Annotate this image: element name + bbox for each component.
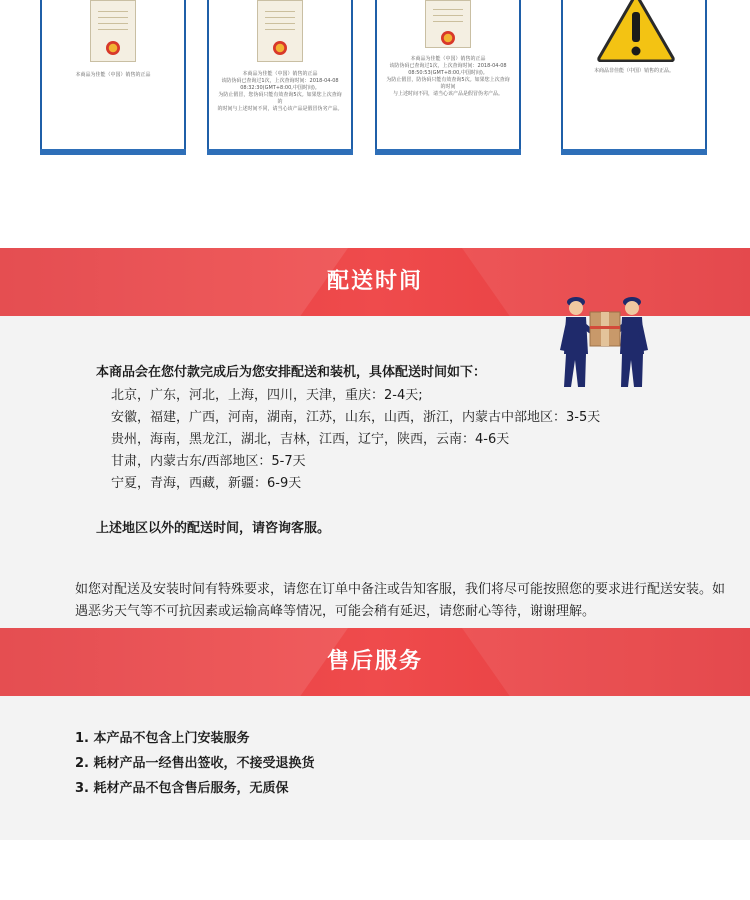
delivery-footer: 上述地区以外的配送时间，请咨询客服。 bbox=[96, 521, 331, 536]
delivery-header-band bbox=[0, 248, 750, 316]
after-sales-item: 1. 本产品不包含上门安装服务 bbox=[75, 731, 250, 746]
certificate-cards bbox=[0, 0, 750, 160]
certificate-image bbox=[425, 0, 471, 48]
certificate-card-query-2 bbox=[375, 0, 521, 155]
seal-icon bbox=[441, 31, 455, 45]
delivery-headline: 本商品会在您付款完成后为您安排配送和装机，具体配送时间如下： bbox=[96, 365, 487, 380]
card-caption: 本商品为佳能（中国）销售的正品 该防伪码已查询过1次，上次查询时间：2018-04-08 08:32:30(GMT+8:00,中国时间)。 为防止假冒，您伪码只能有效查询5次。如果您上次查询的 的时间与上述时间不同，请当心该产品是假冒伪劣产品。 bbox=[217, 71, 343, 112]
delivery-region-row: 贵州，海南，黑龙江，湖北，吉林，江西，辽宁，陕西，云南：4-6天 bbox=[111, 432, 510, 447]
delivery-note: 如您对配送及安装时间有特殊要求，请您在订单中备注或告知客服，我们将尽可能按照您的要求进行配送安装。如遇恶劣天气等不可抗因素或运输高峰等情况，可能会稍有延迟，请您耐心等待，谢谢理解。 bbox=[75, 582, 726, 619]
certificate-image bbox=[90, 0, 136, 62]
delivery-title: 配送时间 bbox=[326, 269, 423, 294]
certificate-card-query-1 bbox=[207, 0, 353, 155]
delivery-region-row: 北京，广东，河北，上海，四川，天津，重庆：2-4天; bbox=[111, 388, 423, 403]
seal-icon bbox=[273, 41, 287, 55]
delivery-region-row: 安徽，福建，广西，河南，湖南，江苏，山东，山西，浙江，内蒙古中部地区：3-5天 bbox=[111, 410, 601, 425]
certificate-image bbox=[257, 0, 303, 62]
seal-icon bbox=[106, 41, 120, 55]
card-caption: 本商品非佳能（中国）销售的正品。 bbox=[593, 68, 674, 74]
delivery-region-row: 甘肃，内蒙古东/西部地区：5-7天 bbox=[111, 454, 306, 469]
after-sales-title: 售后服务 bbox=[326, 649, 423, 674]
delivery-region-row: 宁夏，青海，西藏，新疆：6-9天 bbox=[111, 476, 302, 491]
certificate-card-fake bbox=[561, 0, 707, 155]
card-caption: 本商品为佳能（中国）销售的正品 bbox=[75, 72, 151, 78]
certificate-card-genuine bbox=[40, 0, 186, 155]
warning-icon bbox=[597, 0, 675, 62]
card-caption: 本商品为佳能（中国）销售的正品 该防伪码已查询过1次，上次查询时间：2018-04-08 08:50:53(GMT+8:00,中国时间)。 为防止假冒，防伪码只能有效查询5次。如果您上次查询的时间 与上述时间不同，请当心该产品是假冒伪劣产品。 bbox=[386, 56, 510, 97]
after-sales-item: 3. 耗材产品不包含售后服务，无质保 bbox=[75, 781, 289, 796]
after-sales-item: 2. 耗材产品一经售出签收，不接受退换货 bbox=[75, 756, 315, 771]
after-sales-header-band bbox=[0, 628, 750, 696]
